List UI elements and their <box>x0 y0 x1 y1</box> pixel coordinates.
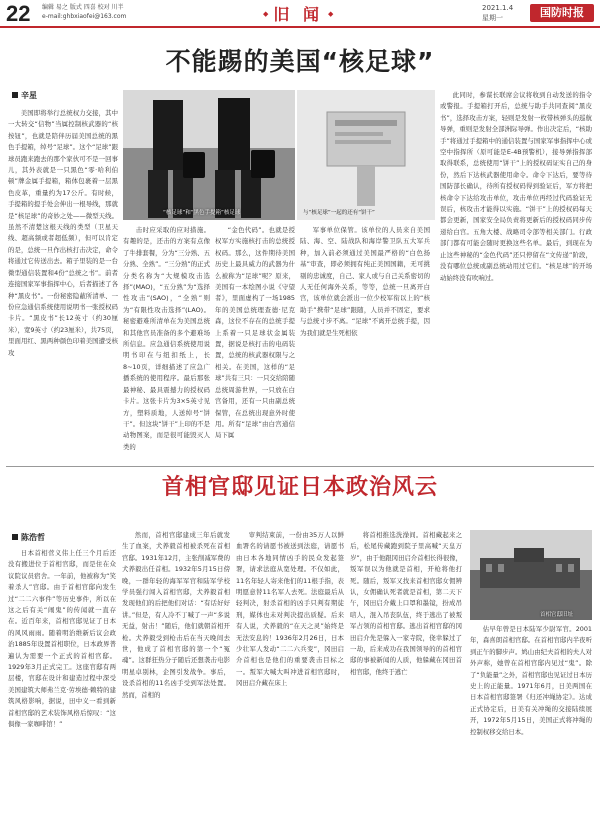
masthead <box>0 0 600 28</box>
credits <box>42 3 126 21</box>
newspaper-logo: 国防时报 <box>530 4 594 22</box>
article1-column-4: 军事单位保管。该单位的人员来自美国陆、海、空、陆战队和海岸警卫队五大军兵种，加入前必须通过美国最严格的“白色扬基”审查，即必须拥有纯正美国国籍，无可挑剔的忠诚度，自己、家人或与自己关系密切的人无任何海外关系，等等，总统一旦离开白宫，该单位就会派出一位少校军衔以上的“核助手”携带“足球”跟随，人员并不固定，要求与总统寸步不离。“足球”不离开总统手提，因为我们就是生死相依 <box>300 226 430 337</box>
article1-title: 不能踢的美国“核足球” <box>165 47 435 76</box>
section-label: ◆ 旧 闻 ◆ <box>258 2 338 25</box>
article1-author: 辛星 <box>21 91 37 100</box>
article1-column-5: 此同时，参谋长联席会议将收到自动发送的指令或警报。手提箱打开后，总统与助手共同查阅“黑皮书”，选择攻击方案，轻则是发射一枚带核弹头的巡航导弹，重则是发射全部洲际导弹。作出决定后，“核助手”将通过手提箱中的通信装置与国家军事指挥中心或空中指挥所（原可能是E-4B预警机），接导弹指挥部取得联系，总统使用“饼干”上的授权码证实自己的身份，然后下达核武器使用命令。命令下达后，要等待国防部长确认，待所有授权码得到验证后，军方将把核命令下达给攻击单位，攻击单位再经过代码验证无误后，核攻击才能得以实施。“饼干”上的授权码每天都会更新，国家安全局负责将更新后的授权码同步传递给白宫。五角大楼、战略司令部等相关部门。行政部门都有可能会随时更换这些名单。最后，到现在为止这些神秘的“金色代码”还只停留在“文传递”阶段，没有哪位总统或副总统动用过它们。“核足球”的开场动始终没有吹响过。 <box>440 91 592 282</box>
article2-column-5: 估早年曾是日本陆军少尉军官。2001年，森喜朗首相官邸。在首相官邸内半夜听到正午的脚步声。鸠山由纪夫首相的夫人对外声称，她曾在首相官邸内见过“鬼”。除了“负能量”之外，首相官邸也见证过日本历史上的正能量。1971年6月，日美两国在日本首相官邸签署《归还冲绳协定》。达成正式协定后，日美有关冲绳的交接陆续展开，1972年5月15日，美国正式将冲绳的控制权移交给日本。 <box>470 625 592 736</box>
article-divider <box>6 466 594 467</box>
article2-byline <box>12 532 45 543</box>
credits-editors: 编辑 易之 版式 四喜 校对 川半 <box>42 4 124 11</box>
byline-square-icon <box>12 92 18 98</box>
article1-byline <box>12 90 37 101</box>
date <box>482 3 513 23</box>
credits-email: e-mail:ghbxiaofei@163.com <box>42 13 127 20</box>
date-value: 2021.1.4 <box>482 4 514 12</box>
article1-column-1: 美国即将举行总统权力交接，其中一大转交“信物”当属控制核武器的“核按钮”，也就是陪伴历届美国总统的黑色手提箱，绰号“足球”。这个“足球”跟球员跑来跑去的那个家伙可不是一回事儿，其外表就是一只黑色“零·哈利伯顿”牌金属手提箱，箱体包裹着一层黑色皮革，重量约为17公斤。有时候，手提箱的提手处会伸出一根导线，那就是“核足球”的奇妙之处——微型天线。虽然不清楚这根天线的类型（卫星天线、超高频或者超低频），但可以肯定的是，总统一旦作出核打击决定，命令将通过它传送出去。箱子里装的是一台微型通信装置和4份“总统之书”。前者连接国家军事指挥中心，后者描述了各种“黑皮书”。一份秘密隐蔽所清单、一份应急通信系统使用说明书一张授权码卡片。“黑皮书”长12英寸（约30厘米），宽9英寸（约23厘米），共75页，里面用红、黑两种颜色印着美国遭受核攻 <box>8 109 118 357</box>
article1-column-2: 击时应采取的应对措施。有趣的是，还击的方案有点像了牛排套餐，分为“三分熟、五分熟、全熟”。“三分熟”的正式分类名称为“大规模攻击选择”(MAO)，“五分熟”为“选择性攻击”(SAO)，“全熟”则为“有限性攻击选择”(LAO)。秘密避难所清单在为美国总统和其他官员准备的多个避难场所信息。应急通信系统使用说明书印在与纽扣纸上，长8~10页，详细描述了应急广播系统的使用程序。最后那张最神秘、最具震撼力的授权码卡片。这张卡片为3×5英寸见方，塑料质地，人送绰号“饼干”。但这块“饼干”上印的不是动物图案，而是很可能毁灭人类的 <box>123 226 210 451</box>
weekday: 星期一 <box>482 14 503 22</box>
photo-caption-bottom: 首相官邸旧址 <box>540 612 574 618</box>
photo-caption-left: “核足球”和“黑色手提箱”核足球 <box>163 210 241 216</box>
photo-biscuit-card-image <box>297 90 435 220</box>
article2-column-1: 日本首相菅义伟上任三个月后还没有搬进位于首相官邸，而是住在众议院议员宿舍。一年前，他被称为“笑着杀人”官邸。由于首相官邸向发生过“二二六事件”等历史事件，所以在这之后有关“闹鬼”的传闻就一直存在。近百年来，首相官邸见证了日本的风风雨雨。随着明治维新后议会政治1885年设置首相职位，日本政界普遍认为需要一个正式的首相官邸。1929年3月正式完工。这座官邸有两层楼，官邸在设计和建造过程中深受美国建筑大师弗兰克·劳埃德·赖特的建筑风格影响，据说，田中义一看到新首相官邸的艺术装饰风格后惊叹：“这俱像一家咖啡馆！” <box>8 549 116 729</box>
photo-nuclear-football-image <box>123 90 295 220</box>
photo-caption-right: 与“核足球”一起的还有“饼干” <box>303 210 375 216</box>
byline-square-icon <box>12 534 18 540</box>
article2-author: 陈浩哲 <box>21 533 45 542</box>
photo-prime-minister-residence <box>470 530 592 620</box>
article1-column-3: “金色代码”。也就是授权军方实施核打击的总统授权码。那么，这件期待美国历史上最具威力的武器为什么被称为“足球”呢？原来，美国有一本绘图小说《守望者》，里面虚构了一场1985年的美国总统理查德·尼克森，这位不存在的总统手提上系着一只足球状金属装置，据说是核打击的电码装置，总统的核武器权限与之相关。在美国，这样的“足球”共有三只：一只交给陪随总统周游世界，一只放在白宫备用，还有一只由副总统保管，在总统出现意外时使用。所有“足球”由白宫通信局下属 <box>215 226 295 440</box>
article2-title: 首相官邸见证日本政治风云 <box>161 475 438 500</box>
photo-nuclear-football <box>123 90 295 220</box>
article2-column-4: 将首相推选洗澡间。首相藏起来之后，松尾传藏跑到院子里高喊“天皇万岁”，由于他跟冈田启介首相长得很像，叛军误以为他就是首相，开枪将他打死。随后，叛军又找来首相官邸女佣辨认，女佣确认死者就是首相，第二天下午，冈田启介戴上口罩和墨镜，扮成吊唁人，混入吊丧队伍，终于逃出了被叛军占领的首相官邸。逃出首相官邸的冈田启介先是躲入一家寺院，侥幸躲过了一劫，后来成功在我国领导的的首相官邸的事被新闻的人质，他躲藏在冈田首相官邸，他终于逃亡 <box>350 531 462 676</box>
article2-column-3: 审判结束前，一份由35万人以鲜血署名的请愿书被送到法庭，请愿书由日本各地同情凶手的民众发起签署，请求法庭从宽处理。不仅如此，11名年轻人寄来他们的11根手指，表明愿意替11名军人去死。法庭最后从轻判决，射杀首相的凶手只判有期徒刑，媒体也未对判决提出质疑。后来有人说，犬养毅的“在天之灵”始终是无法安息的！1936年2月26日，日本少壮军人发动“二二六兵变”，冈田启介首相也是他们的重要袭击目标之一。叛军大喊大叫冲进首相官邸时，冈田启介藏在床上 <box>236 531 344 688</box>
photo-prime-minister-residence-image <box>470 530 592 620</box>
page-number: 22 <box>6 1 31 26</box>
photo-biscuit-card <box>297 90 435 220</box>
article2-column-2: 然而，首相官邸建成三年后就发生了血案，犬养毅首相被杀死在首相官邸。1931年12月，主张削减军费的犬养毅出任首相。1932年5月15日傍晚，一群年轻的海军军官和陆军学校学员强行闯入首相官邸，犬养毅首相发现他们的后把他们对话：“有话好好讲。”但是，有人冷不丁喊了一声“多说无益，射击！”随后，他们就朝首相开枪。犬养毅受到枪击后在当天晚间去世，他成了首相官邸的第一个“冤魂”。这群狂热分子随后还想袭击电影明星卓别林，企图引发战争。事后，设杀首相的11名凶手受到军法处置。然而，首相的 <box>122 531 230 699</box>
